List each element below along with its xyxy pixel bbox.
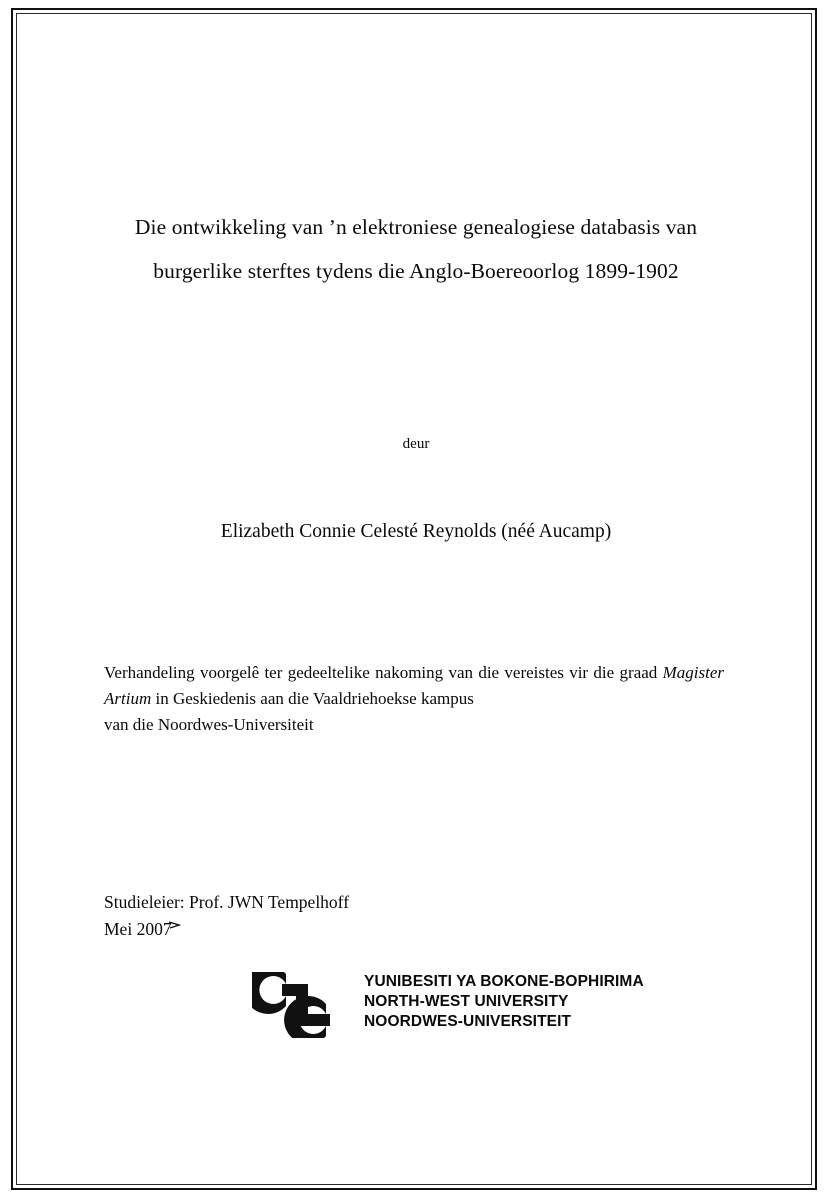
pen-mark-icon (169, 920, 181, 932)
title-line-1: Die ontwikkeling van ’n elektroniese genealogiese databasis van (134, 215, 698, 239)
date-text: Mei 2007 (104, 919, 172, 939)
degree-name-italic: Magister Artium (104, 663, 724, 708)
logo-text-line-2: NORTH-WEST UNIVERSITY (364, 993, 569, 1010)
page-title (104, 205, 728, 293)
nwu-logo-mark-icon (252, 972, 360, 1038)
degree-statement-line-2-post: in Geskiedenis aan die Vaaldriehoekse kampus (151, 689, 474, 708)
university-logo (252, 968, 644, 1042)
logo-text-line-3: NOORDWES-UNIVERSITEIT (364, 1013, 572, 1030)
degree-statement (104, 660, 724, 738)
logo-wordmark (364, 972, 644, 1032)
title-line-2: burgerlike sterftes tydens die Anglo-Boereoorlog 1899-1902 (153, 259, 679, 283)
degree-statement-line-1: Verhandeling voorgelê ter gedeeltelike nakoming van die vereistes vir die (104, 663, 615, 682)
author-prefix: deur (402, 436, 430, 452)
logo-text-line-1: YUNIBESITI YA BOKONE-BOPHIRIMA (364, 973, 644, 990)
author-name: Elizabeth Connie Celesté Reynolds (néé Aucamp) (220, 521, 612, 542)
degree-statement-line-3: van die Noordwes-Universiteit (104, 715, 314, 734)
date-line (104, 916, 172, 943)
supervisor-block (104, 889, 728, 943)
page-content (104, 0, 728, 1200)
degree-statement-line-2-pre: graad (619, 663, 663, 682)
supervisor-line: Studieleier: Prof. JWN Tempelhoff (104, 892, 350, 912)
